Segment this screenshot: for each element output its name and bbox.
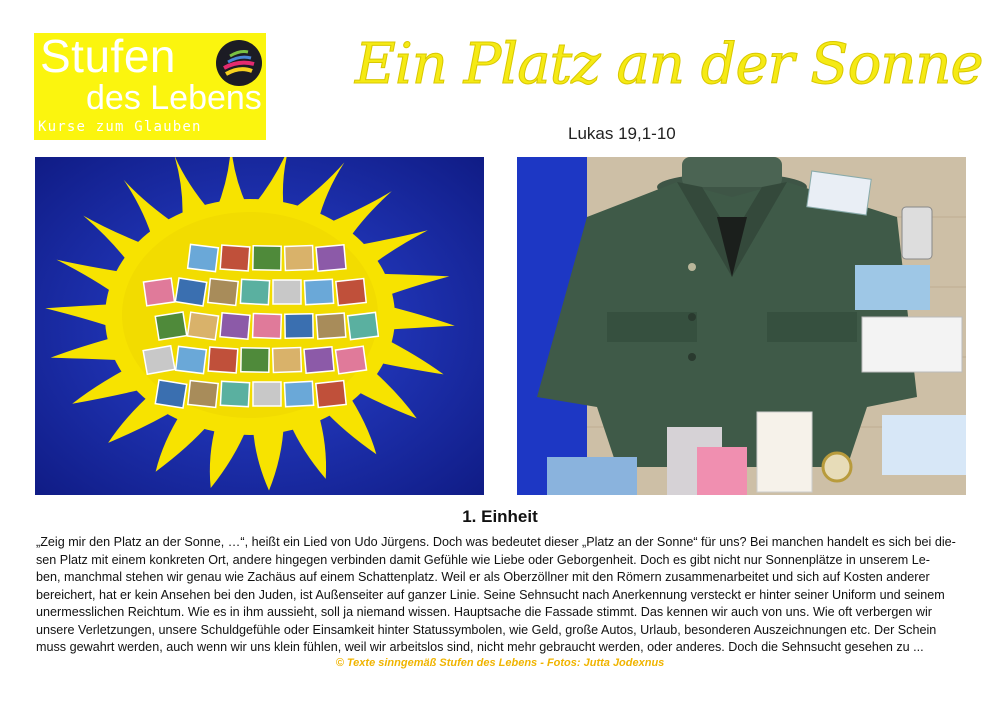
photo-card (143, 278, 174, 306)
photo-card (285, 314, 313, 338)
photo-card (253, 382, 281, 406)
photo-card (253, 314, 282, 339)
photo-paper-sun-on-blue-velvet (35, 157, 484, 495)
photo-card (187, 312, 218, 340)
photo-card (241, 348, 269, 372)
photo-card (155, 312, 186, 340)
photo-card (176, 346, 207, 373)
photo-card (335, 346, 366, 374)
body-line: „Zeig mir den Platz an der Sonne, …“, heißt ein Lied von Udo Jürgens. Doch was bedeutet dieser „Platz an der Sonne“ für uns? Bei manchen handelt es sich bei die- (36, 535, 956, 549)
section-heading: 1. Einheit (462, 507, 538, 526)
photo-card (143, 346, 175, 374)
photo-card (316, 381, 346, 408)
photo-card (316, 245, 346, 271)
body-line: ben, manchmal stehen wir genau wie Zachäus auf einem Schattenplatz. Weil er als Oberzöllner mit den Römern zusammenarbeitet und sich auf Kosten anderer (36, 570, 930, 584)
photo-uniform-jacket-with-status-symbols (517, 157, 966, 495)
photo-card (273, 348, 302, 373)
sun-illustration (35, 157, 484, 495)
jacket-illustration (517, 157, 966, 495)
page-title: Ein Platz an der Sonne (355, 32, 983, 97)
photo-card (188, 244, 219, 271)
photo-card (175, 278, 206, 306)
logo-tagline: Kurse zum Glauben (38, 119, 202, 135)
photo-card (316, 313, 346, 339)
body-line: bereichert, hat er kein Ansehen bei den Juden, ist Außenseiter auf ganzer Linie. Seine Sehnsucht nach Anerkennung versteckt er hinter seiner Uniform und seinem (36, 587, 945, 602)
body-line: unermesslichen Reichtum. Wie es in ihm aussieht, soll ja niemand wissen. Hauptsache die Fassade stimmt. Das kennen wir auch von uns. Wie oft verbergen wir (36, 605, 932, 619)
page-subtitle-bible-reference: Lukas 19,1-10 (568, 124, 676, 143)
body-paragraph (36, 534, 966, 657)
body-line: muss gewahrt werden, auch wenn wir uns klein fühlen, weil wir arbeitslos sind, nicht mehr gebraucht werden, oder anderes. Doch die Sehnsucht gesehen zu ... (36, 640, 924, 654)
photo-card (240, 279, 269, 304)
logo-line-2: des Lebens (86, 79, 262, 117)
photo-card (336, 279, 366, 306)
photo-card (304, 347, 334, 373)
body-line: unsere Verletzungen, unsere Schuldgefühle oder Einsamkeit hinter Statussymbolen, wie Geld, große Autos, Urlaub, besonderen Auszeichnungen etc. Der Schein (36, 622, 937, 637)
logo-stufen-des-lebens (34, 30, 266, 140)
logo-line-1: Stufen (40, 30, 176, 82)
photo-card (284, 381, 313, 406)
body-line: sen Platz mit einem konkreten Ort, andere hingegen verbinden damit Gefühle wie Liebe oder Geborgenheit. Doch es gibt nicht nur Sonnenplätze in unserem Le- (36, 552, 930, 567)
photo-card (285, 246, 314, 271)
photo-card (208, 279, 238, 306)
photo-card (273, 280, 301, 304)
photo-card (348, 312, 379, 339)
photo-card (253, 246, 281, 270)
photo-card (220, 381, 249, 406)
photo-card (220, 313, 250, 339)
photo-card (304, 279, 333, 304)
photo-card (220, 245, 250, 271)
photo-card (208, 347, 238, 373)
copyright-credit: © Texte sinngemäß Stufen des Lebens - Fotos: Jutta Jodexnus (335, 657, 665, 669)
photo-card (155, 380, 186, 408)
photo-card (188, 381, 218, 408)
